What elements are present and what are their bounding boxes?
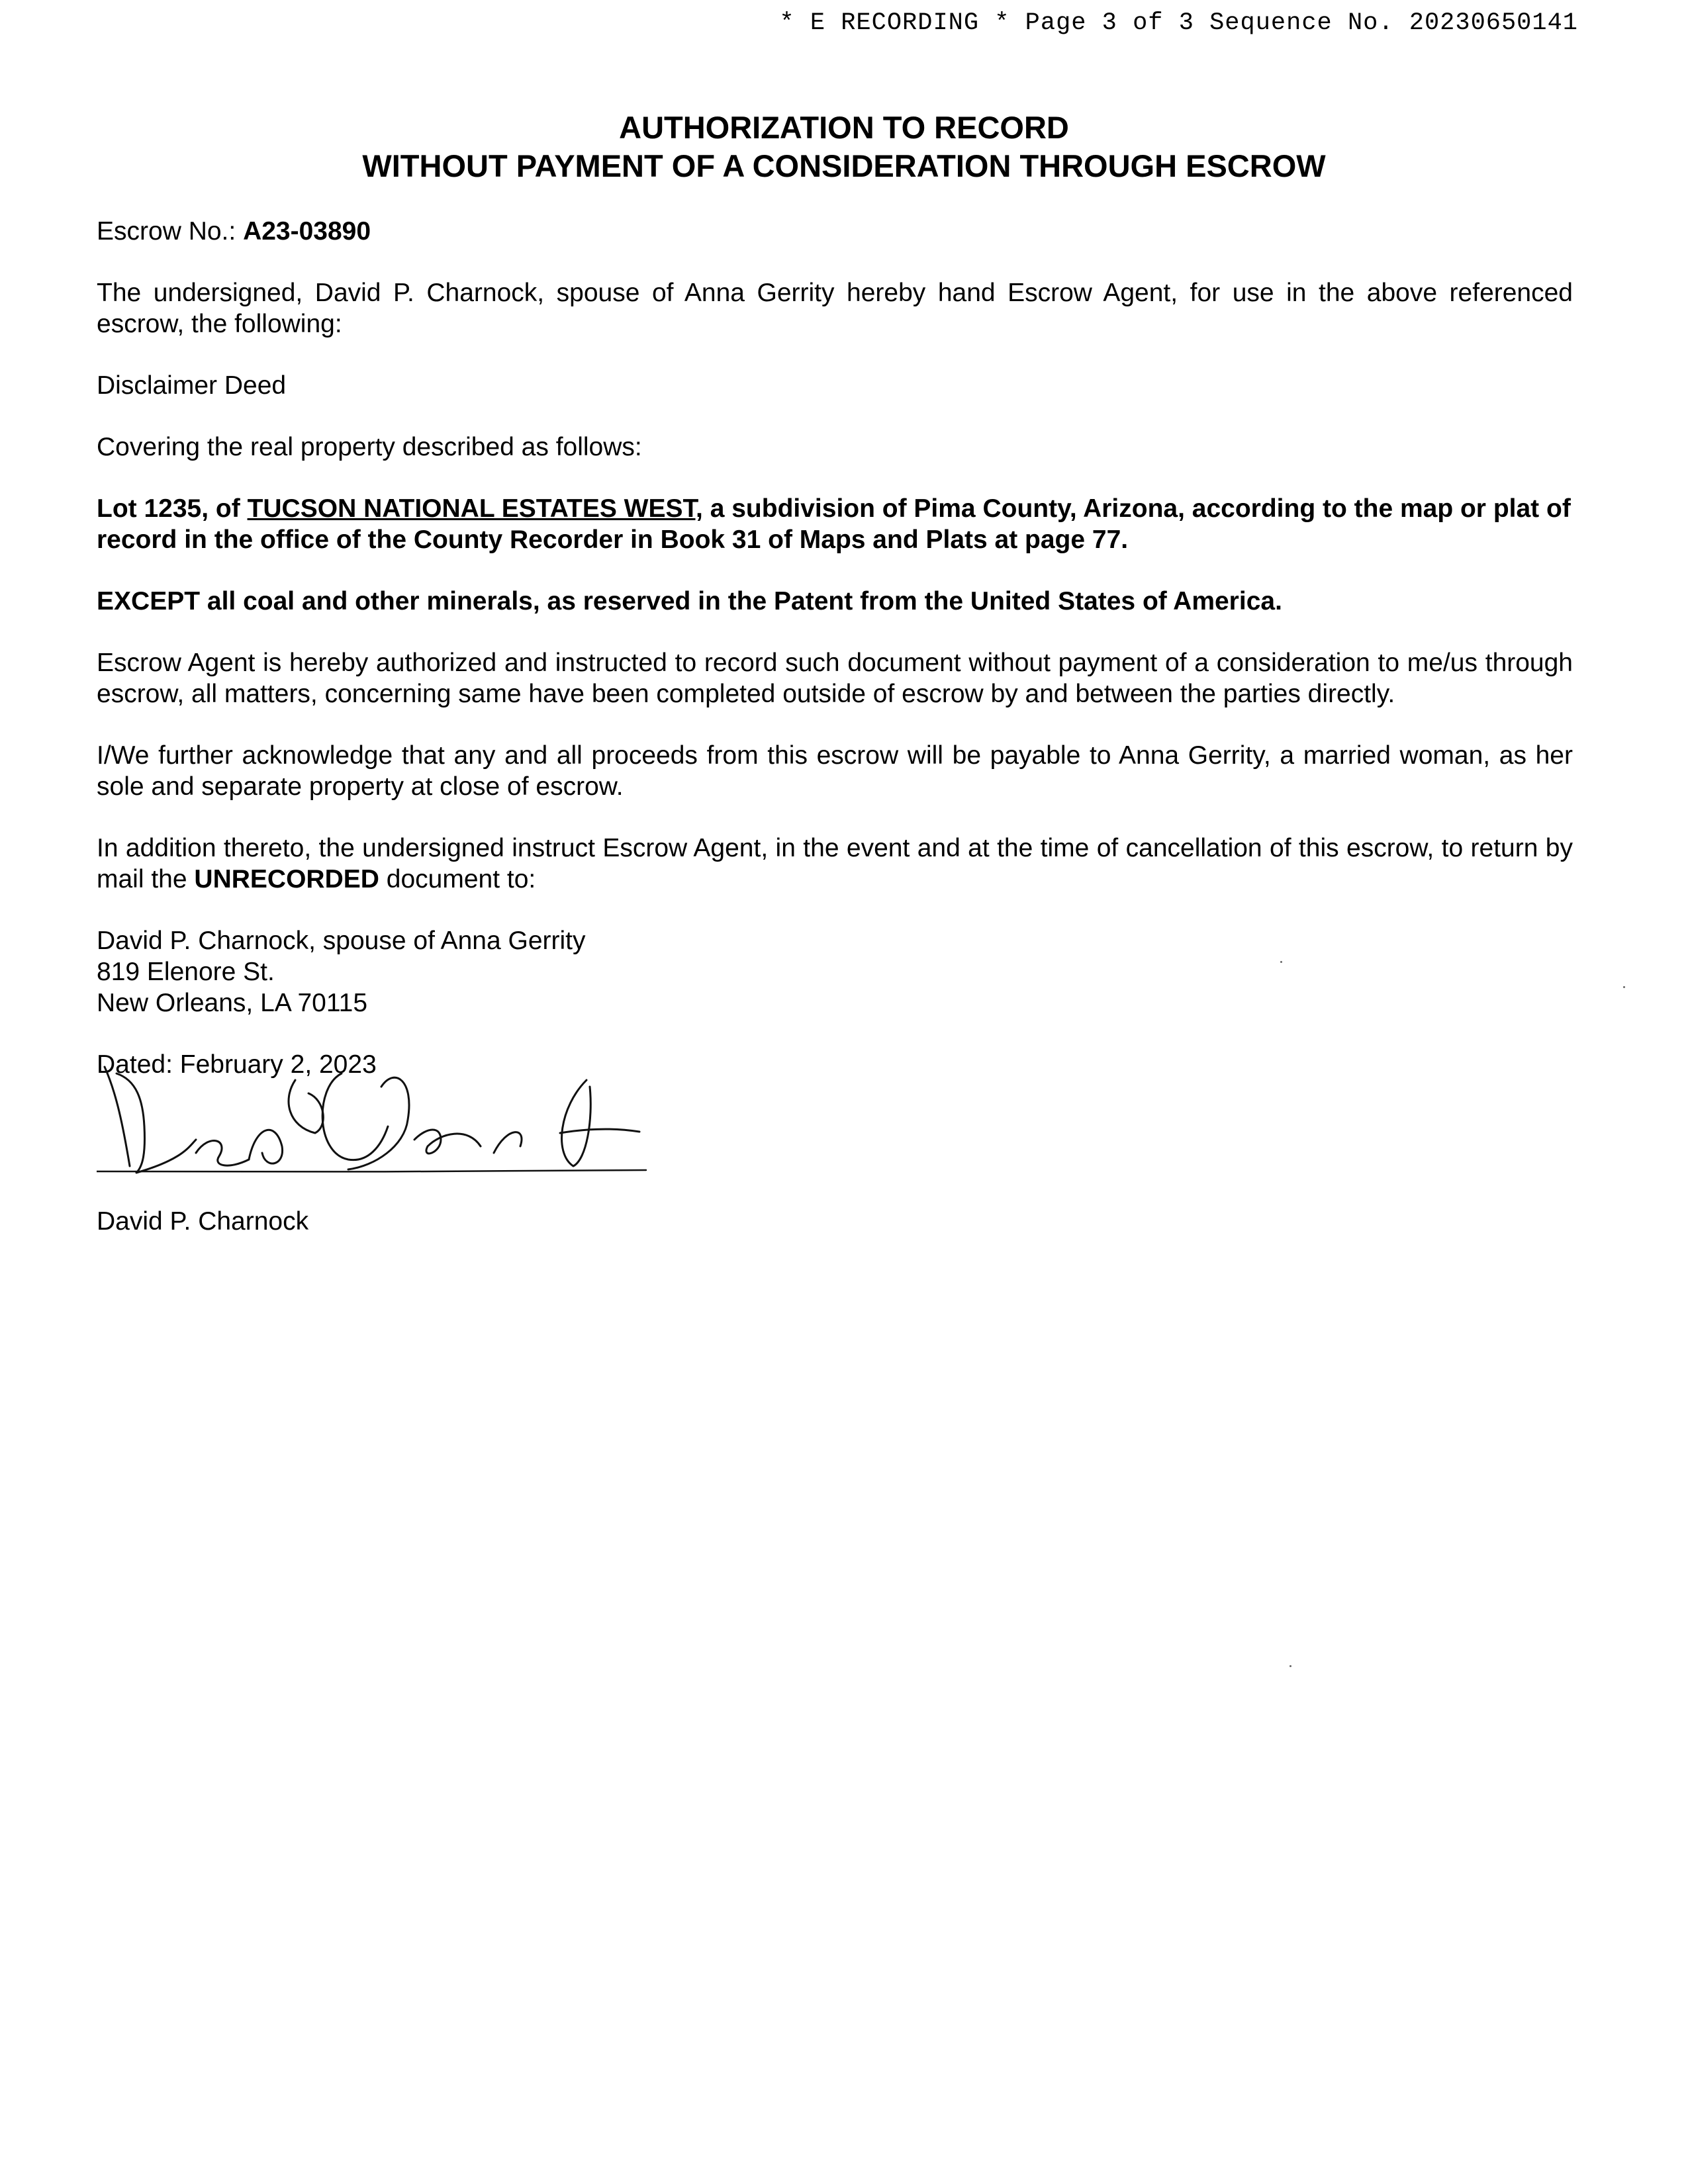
authorization-paragraph: Escrow Agent is hereby authorized and instructed to record such document without payment of a consideration to me/us through escrow, all matters, concerning same have been completed outside of escrow by and between the parties directly.	[97, 649, 1573, 708]
signature-block	[97, 1080, 653, 1206]
subdivision-name: TUCSON NATIONAL ESTATES WEST,	[247, 494, 703, 523]
legal-prefix: Lot 1235, of	[97, 494, 240, 523]
scan-speck	[1623, 986, 1625, 988]
document-title	[0, 109, 1688, 185]
escrow-number-line	[97, 216, 1573, 247]
document-body	[97, 216, 1573, 1237]
cancellation-prefix: In addition thereto, the undersigned instruct Escrow Agent, in the event and at the time of cancellation of this escrow, to return by mail the	[97, 834, 1573, 893]
dated-line: Dated: February 2, 2023	[97, 1050, 377, 1079]
address-city: New Orleans, LA 70115	[97, 989, 368, 1017]
intro-paragraph: The undersigned, David P. Charnock, spouse of Anna Gerrity hereby hand Escrow Agent, for use in the above referenced escrow, the following:	[97, 279, 1573, 338]
escrow-label: Escrow No.:	[97, 217, 236, 246]
signer-name: David P. Charnock	[97, 1207, 309, 1236]
title-line-2: WITHOUT PAYMENT OF A CONSIDERATION THROUGH ESCROW	[362, 148, 1326, 183]
escrow-number: A23-03890	[243, 217, 371, 246]
title-line-1: AUTHORIZATION TO RECORD	[619, 110, 1069, 145]
scan-speck	[1289, 1665, 1291, 1667]
recording-stamp: * E RECORDING * Page 3 of 3 Sequence No. 20230650141	[779, 9, 1578, 37]
scan-speck	[1280, 961, 1282, 963]
legal-suffix: a subdivision of Pima County, Arizona, according to the map or plat of record in the office of the County Recorder in Book 31 of Maps and Plats at page 77.	[97, 494, 1571, 554]
acknowledgement-paragraph: I/We further acknowledge that any and all proceeds from this escrow will be payable to Anna Gerrity, a married woman, as her sole and separate property at close of escrow.	[97, 741, 1573, 801]
return-address	[97, 925, 1573, 1019]
document-type: Disclaimer Deed	[97, 371, 287, 400]
unrecorded-label: UNRECORDED	[194, 865, 379, 893]
cancellation-suffix: document to:	[386, 865, 536, 893]
cancellation-paragraph	[97, 833, 1573, 895]
except-clause: EXCEPT all coal and other minerals, as reserved in the Patent from the United States of America.	[97, 587, 1282, 615]
address-street: 819 Elenore St.	[97, 958, 275, 986]
address-name: David P. Charnock, spouse of Anna Gerrity	[97, 927, 586, 955]
handwritten-signature	[97, 1054, 653, 1206]
covering-paragraph: Covering the real property described as follows:	[97, 433, 642, 461]
legal-description	[97, 493, 1573, 555]
